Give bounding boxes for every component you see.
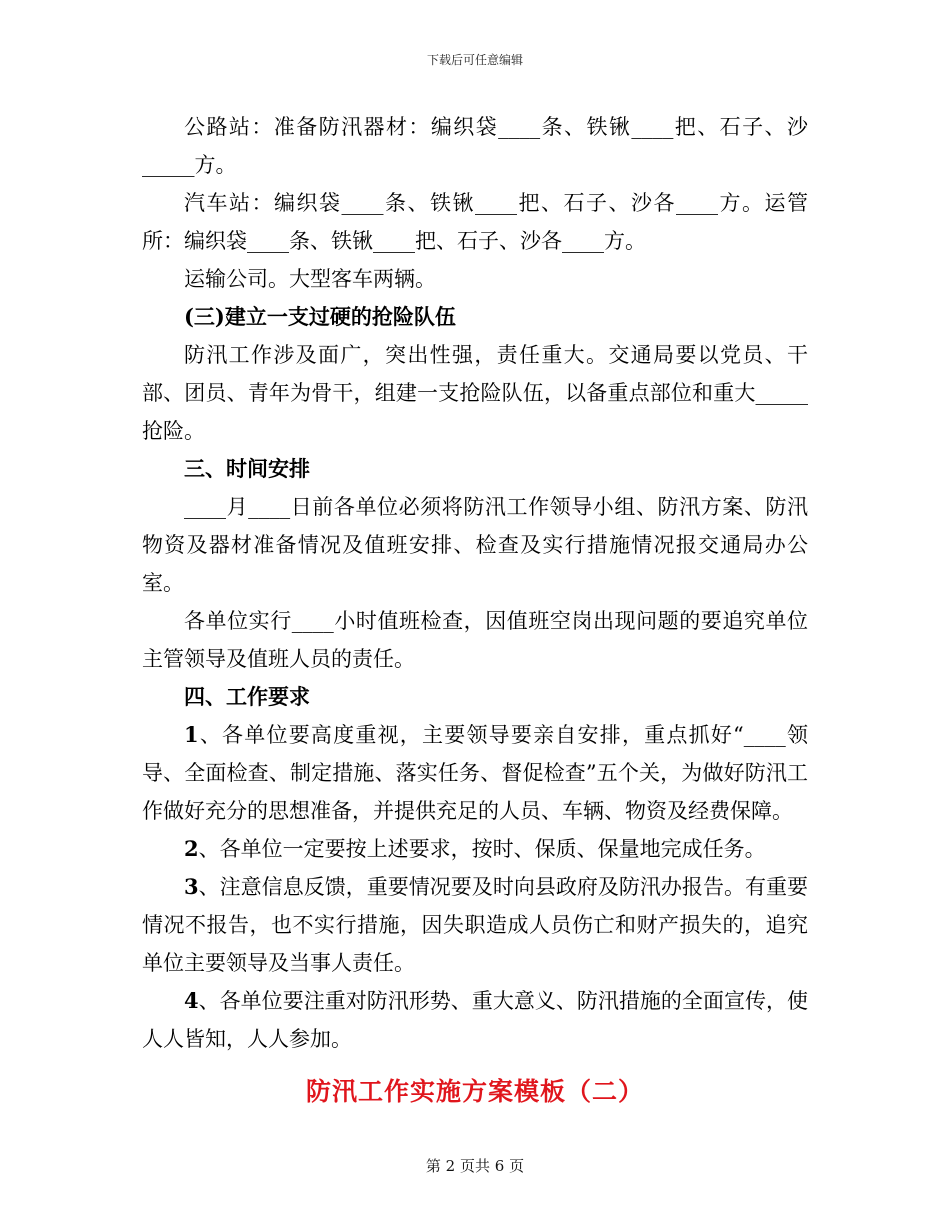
- requirement-number: 3: [184, 874, 199, 899]
- requirement-text: 、注意信息反馈，重要情况要及时向县政府及防汛办报告。有重要情况不报告，也不实行措施，因失职造成人员伤亡和财产损失的，追究单位主要领导及当事人责任。: [142, 875, 808, 975]
- paragraph-bus-station: 汽车站：编织袋____条、铁锹____把、石子、沙各____方。运管所：编织袋____条、铁锹____把、石子、沙各____方。: [142, 191, 808, 253]
- requirement-text: 、各单位要注重对防汛形势、重大意义、防汛措施的全面宣传，使人人皆知，人人参加。: [142, 989, 808, 1051]
- requirement-text: 、各单位要高度重视，主要领导要亲自安排，重点抓好“____领导、全面检查、制定措施、落实任务、督促检查”五个关，为做好防汛工作做好充分的思想准备，并提供充足的人员、车辆、物资及经费保障。: [142, 723, 808, 823]
- document-title: 防汛工作实施方案模板（二）: [305, 1077, 644, 1106]
- requirement-item-3: [142, 868, 808, 982]
- requirement-number: 2: [184, 836, 199, 861]
- heading-work-requirements: 四、工作要求: [184, 684, 310, 709]
- requirement-item-2: [142, 830, 808, 868]
- requirement-item-4: [142, 982, 808, 1058]
- paragraph-duty-check: 各单位实行____小时值班检查，因值班空岗出现问题的要追究单位主管领导及值班人员的责任。: [142, 609, 808, 671]
- paragraph-schedule-deadline: ____月____日前各单位必须将防汛工作领导小组、防汛方案、防汛物资及器材准备情况及值班安排、检查及实行措施情况报交通局办公室。: [142, 495, 808, 595]
- requirement-item-1: [142, 716, 808, 830]
- page-header-note: 下载后可任意编辑: [426, 53, 523, 67]
- requirement-number: 4: [184, 988, 199, 1013]
- heading-rescue-team: (三)建立一支过硬的抢险队伍: [184, 304, 456, 329]
- paragraph-transport-company: 运输公司。大型客车两辆。: [184, 267, 436, 291]
- requirement-text: 、各单位一定要按上述要求，按时、保质、保量地完成任务。: [198, 837, 766, 861]
- paragraph-highway-station: 公路站：准备防汛器材：编织袋____条、铁锹____把、石子、沙_____方。: [142, 115, 808, 177]
- requirement-number: 1: [184, 722, 199, 747]
- paragraph-rescue-team: 防汛工作涉及面广，突出性强，责任重大。交通局要以党员、干部、团员、青年为骨干，组建一支抢险队伍，以备重点部位和重大_____抢险。: [142, 343, 808, 443]
- document-body: [142, 108, 808, 1058]
- page-footer-number: 第 2 页共 6 页: [425, 1157, 525, 1175]
- heading-schedule: 三、时间安排: [184, 456, 310, 481]
